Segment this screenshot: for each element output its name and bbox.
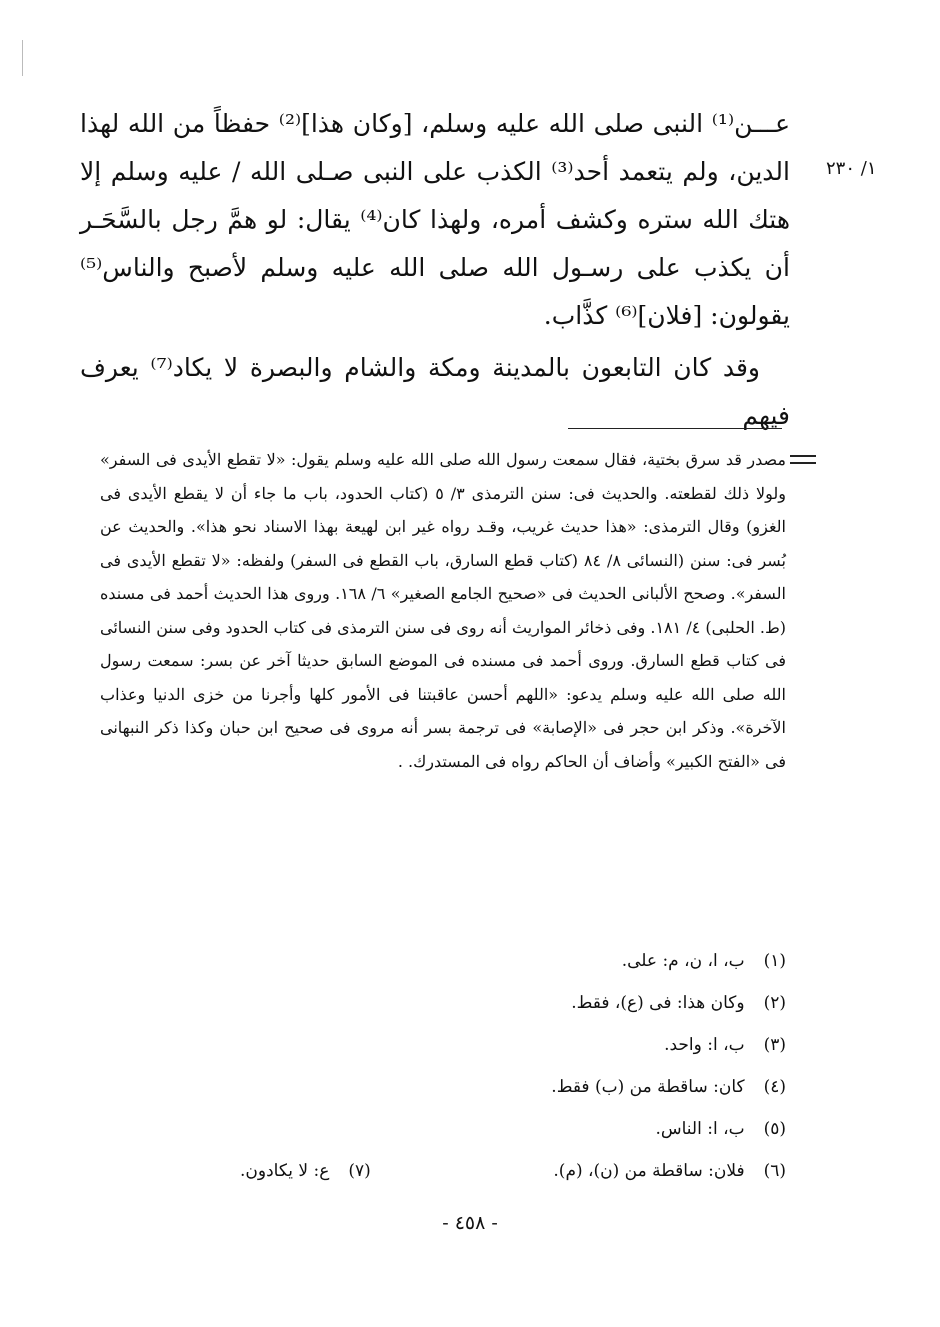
page-number: - ٤٥٨ - bbox=[442, 1212, 498, 1234]
footnote-number: (٤) bbox=[763, 1077, 786, 1097]
footnote-number: (١) bbox=[763, 951, 786, 971]
footnote-text: ع: لا يكادون. bbox=[240, 1161, 330, 1181]
main-text bbox=[80, 100, 790, 440]
main-paragraph-2: وقد كان التابعون بالمدينة ومكة والشام والبصرة لا يكاد⁽⁷⁾ يعرف فيهم bbox=[80, 353, 790, 430]
scan-edge-mark bbox=[22, 40, 23, 76]
footnote-separator bbox=[568, 428, 782, 429]
footnote-number: (٢) bbox=[763, 993, 786, 1013]
footnote-text: ب، ا: الناس. bbox=[655, 1119, 745, 1139]
footnote-text: ب، ا: واحد. bbox=[664, 1035, 745, 1055]
margin-page-reference: ١/ ٢٣٠ bbox=[826, 158, 877, 179]
main-paragraph-1: عـــن⁽¹⁾ النبى صلى الله عليه وسلم، [وكان هذا]⁽²⁾ حفظاً من الله لهذا الدين، ولم يتعمد أحد⁽³⁾ الكذب على النبى صـلى الله / عليه وسلم إلا هتك الله ستره وكشف أمره، ولهذا كان⁽⁴⁾ يقال: لو همَّ رجل بالسَّحَـر أن يكذب على رسـول الله صلى الله عليه وسلم لأصبح والناس⁽⁵⁾ يقولون: [فلان]⁽⁶⁾ كذَّاب. bbox=[80, 109, 791, 330]
footnote-text: ب، ا، ن، م: على. bbox=[621, 951, 745, 971]
footnote-item bbox=[240, 1024, 786, 1066]
footnotes-list bbox=[240, 940, 786, 1192]
footnote-continuation-text: مصدر قد سرق بختية، فقال سمعت رسول الله صلى الله عليه وسلم يقول: «لا تقطع الأيدى فى السفر» ولولا ذلك لقطعته. والحديث فى: سنن الترمذى ٣/ ٥ (كتاب الحدود، باب ما جاء أن لا يقطع الأيدى فى الغزو) وقال الترمذى: «هذا حديث غريب، وقـد رواه غير ابن لهيعة بهذا الاسناد نحو هذا». والحديث عن بُسر فى: سنن (النسائى ٨/ ٨٤ (كتاب قطع السارق، باب القطع فى السفر) ولفظه: «لا تقطع الأيدى فى السفر». وصحح الألبانى الحديث فى «صحيح الجامع الصغير» ٦/ ١٦٨. وروى هذا الحديث أحمد فى مسنده (ط. الحلبى) ٤/ ١٨١. وفى ذخائر المواريث أنه روى فى سنن الترمذى فى كتاب الحدود وفى سنن النسائى فى كتاب قطع السارق. وروى أحمد فى مسنده فى الموضع السابق حديثا آخر عن بسر: سمعت رسول الله صلى الله عليه وسلم يدعو: «اللهم أحسن عاقبتنا فى الأمور كلها وأجرنا من خزى الدنيا وعذاب الآخرة». وذكر ابن حجر فى «الإصابة» فى ترجمة بسر أنه مروى فى صحيح ابن حبان وكذا ذكر النبهانى فى «الفتح الكبير» وأضاف أن الحاكم رواه فى المستدرك. . bbox=[100, 450, 787, 771]
footnote-continuation-mark bbox=[790, 455, 816, 464]
footnote-row bbox=[240, 1150, 786, 1192]
footnote-item bbox=[553, 1150, 786, 1192]
footnote-text: فلان: ساقطة من (ن)، (م). bbox=[553, 1161, 745, 1181]
footnote-number: (٣) bbox=[763, 1035, 786, 1055]
footnote-number: (٦) bbox=[763, 1161, 786, 1181]
footnote-item bbox=[240, 940, 786, 982]
footnote-text: وكان هذا: فى (ع)، فقط. bbox=[571, 993, 745, 1013]
footnote-number: (٥) bbox=[763, 1119, 786, 1139]
footnote-number: (٧) bbox=[348, 1161, 371, 1181]
footnote-continuation bbox=[100, 443, 786, 778]
footnote-item bbox=[240, 1066, 786, 1108]
footnote-item bbox=[240, 982, 786, 1024]
footnote-text: كان: ساقطة من (ب) فقط. bbox=[551, 1077, 745, 1097]
footnote-item bbox=[240, 1150, 371, 1192]
footnote-item bbox=[240, 1108, 786, 1150]
